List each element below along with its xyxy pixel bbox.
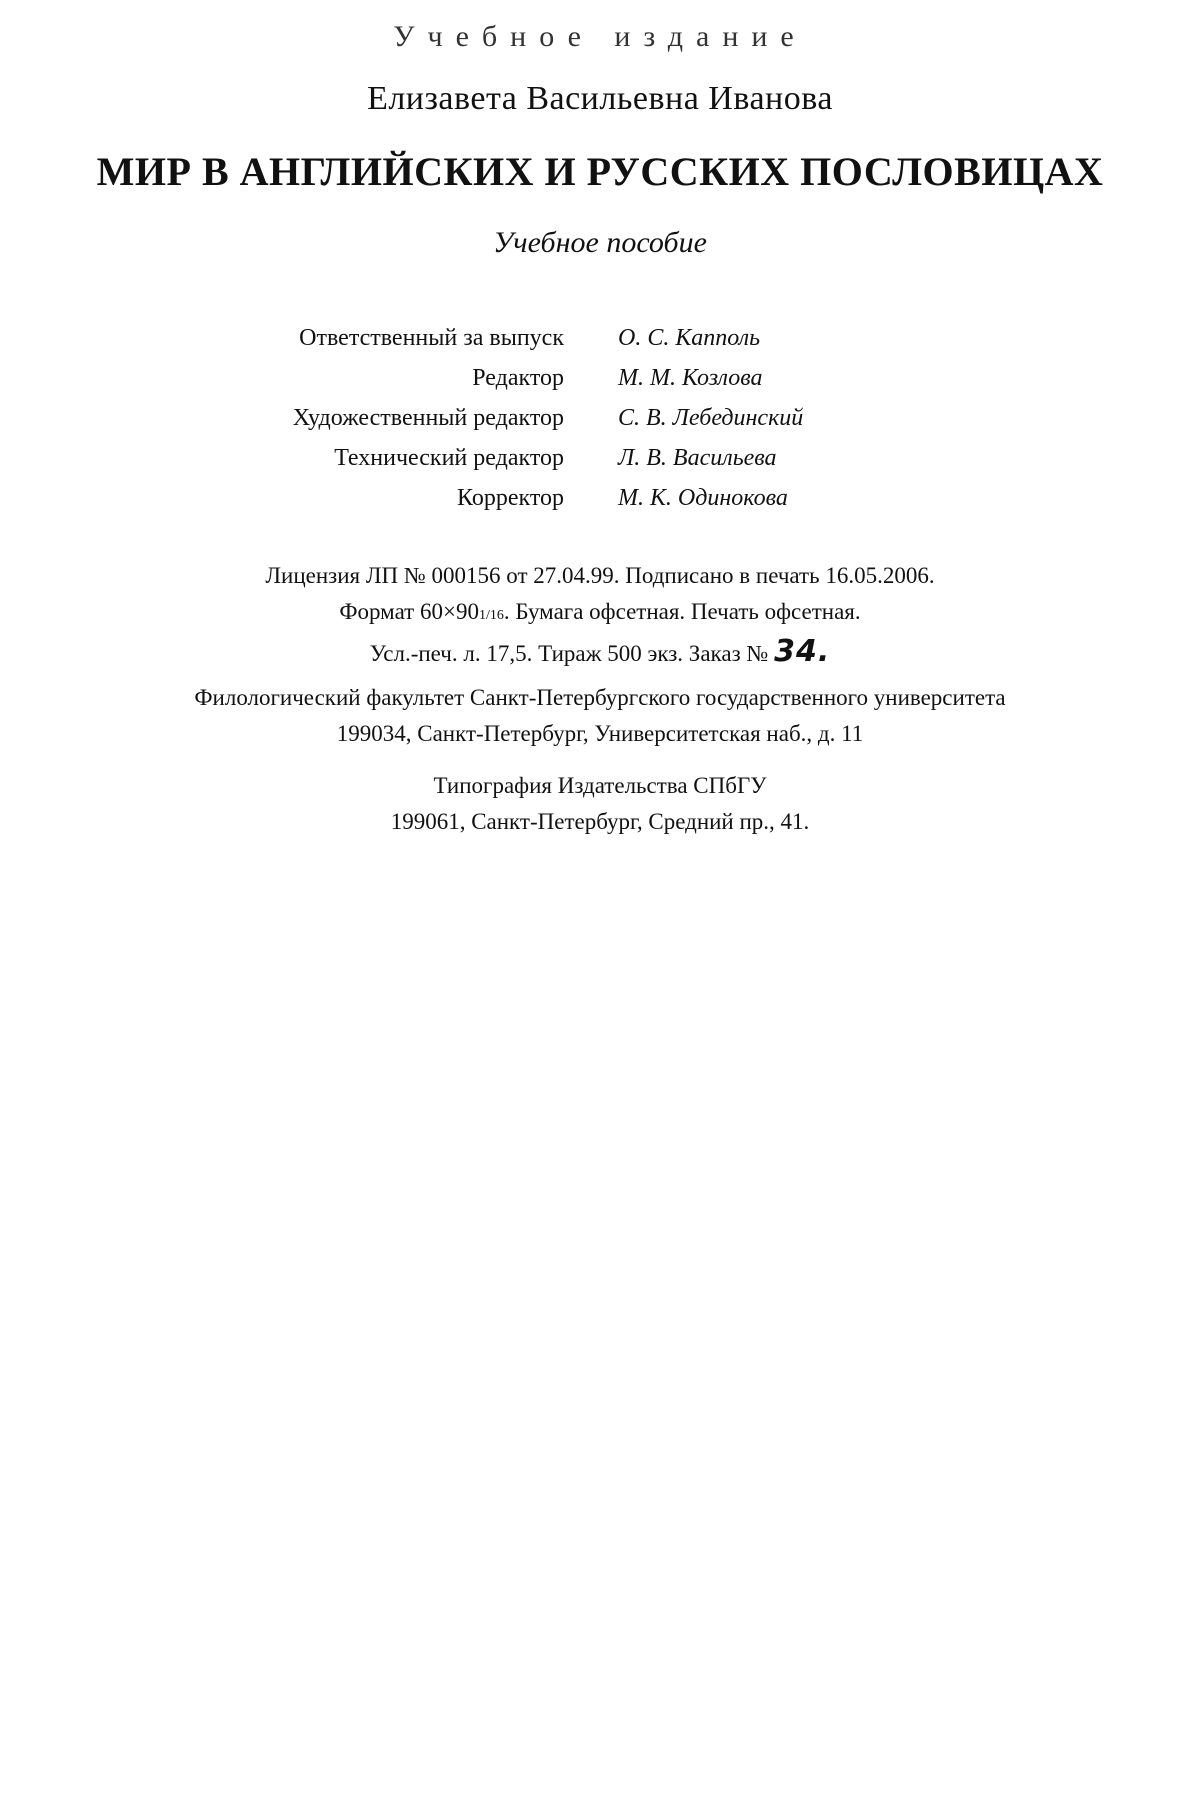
printer-name: Типография Издательства СПбГУ [433,773,767,798]
book-title: МИР В АНГЛИЙСКИХ И РУССКИХ ПОСЛОВИЦАХ [96,149,1104,194]
credit-row [200,318,900,358]
credit-role: Художественный редактор [292,404,564,431]
credit-row [200,478,900,518]
credit-role: Корректор [457,484,564,511]
printer-address: 199061, Санкт-Петербург, Средний пр., 41. [390,809,810,834]
credit-role: Редактор [472,364,564,391]
credit-row [200,438,900,478]
credits-list [200,318,900,518]
publisher-name: Филологический факультет Санкт-Петербургского государственного университета [194,685,1006,710]
publisher-address: 199034, Санкт-Петербург, Университетская наб., д. 11 [336,721,864,746]
credit-name: С. В. Лебединский [618,404,804,431]
credit-name: М. К. Одинокова [618,484,788,511]
print-run-text: Усл.-печ. л. 17,5. Тираж 500 экз. Заказ № [369,641,769,666]
publisher-block [0,680,1200,752]
format-line [0,594,1200,634]
credit-role: Ответственный за выпуск [299,324,564,351]
book-subtitle: Учебное пособие [493,226,707,259]
credit-name: М. М. Козлова [618,364,763,391]
format-suffix: . Бумага офсетная. Печать офсетная. [503,599,861,624]
print-run-line [0,634,1200,672]
credit-name: О. С. Капполь [618,324,761,351]
credit-role: Технический редактор [334,444,564,471]
imprint-block [0,558,1200,672]
format-prefix: Формат 60×90 [339,599,479,624]
order-number-handwritten: 34. [774,634,831,669]
license-line: Лицензия ЛП № 000156 от 27.04.99. Подписано в печать 16.05.2006. [265,563,935,588]
printer-block [0,768,1200,840]
author-name: Елизавета Васильевна Иванова [367,80,833,117]
credit-name: Л. В. Васильева [618,444,777,471]
format-fraction: 1/16 [478,608,504,623]
credit-row [200,398,900,438]
series-label: Учебное издание [393,20,807,53]
credit-row [200,358,900,398]
